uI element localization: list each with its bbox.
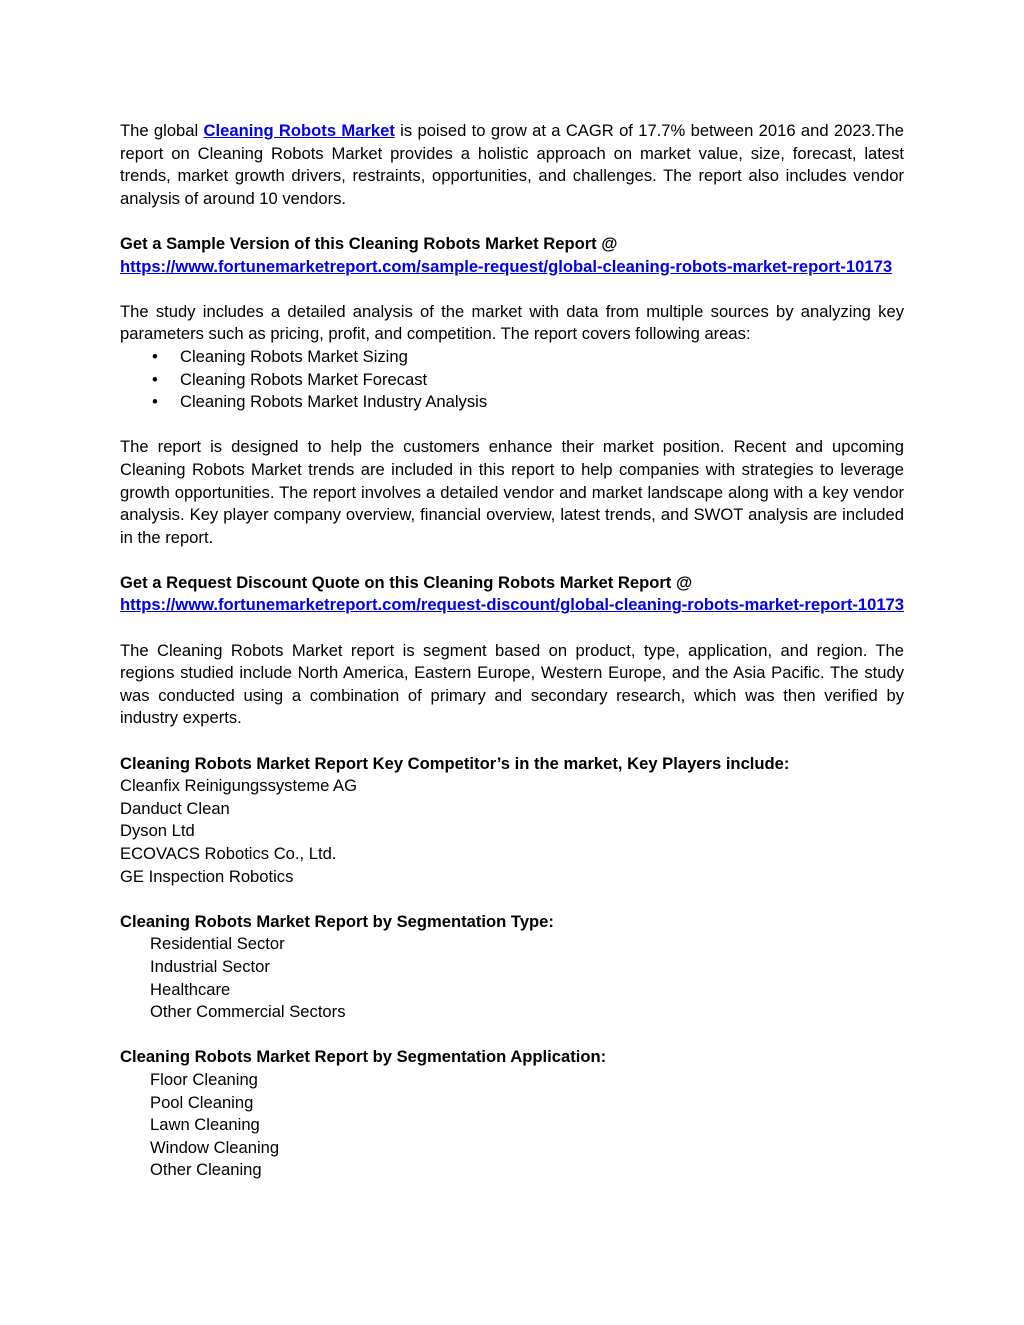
list-item: Cleanfix Reinigungssysteme AG	[120, 776, 358, 796]
types-heading: Cleaning Robots Market Report by Segmentation Type:	[120, 911, 554, 931]
list-item: • Cleaning Robots Market Forecast	[120, 369, 904, 392]
list-item: ECOVACS Robotics Co., Ltd.	[120, 844, 337, 863]
spacer	[120, 549, 904, 572]
cleaning-robots-market-link[interactable]: Cleaning Robots Market	[203, 121, 395, 140]
document-page	[120, 120, 904, 1182]
list-item: Residential Sector	[150, 934, 285, 954]
list-item: Floor Cleaning	[150, 1069, 258, 1089]
list-item: Healthcare	[150, 979, 231, 999]
study-paragraph: The study includes a detailed analysis of the market with data from multiple sources by analyzing key parameters such as pricing, profit, and competition. The report covers following areas:	[120, 301, 904, 344]
request-discount-link[interactable]: https://www.fortunemarketreport.com/request-discount/global-cleaning-robots-market-report-10173	[120, 595, 905, 615]
list-item: • Cleaning Robots Market Sizing	[120, 346, 904, 369]
segment-paragraph: The Cleaning Robots Market report is segment based on product, type, application, and region. The regions studied include North America, Eastern Europe, Western Europe, and the Asia Pacific. The study was conducted using a combination of primary and secondary research, which was then verified by industry experts.	[120, 640, 904, 728]
covered-areas-list	[120, 346, 904, 414]
list-item: Pool Cleaning	[150, 1092, 254, 1112]
sample-heading: Get a Sample Version of this Cleaning Robots Market Report @	[120, 233, 618, 253]
spacer	[120, 414, 904, 437]
intro-paragraph	[120, 120, 904, 210]
sample-request-link[interactable]: https://www.fortunemarketreport.com/sample-request/global-cleaning-robots-market-report-10173	[120, 256, 893, 276]
discount-heading: Get a Request Discount Quote on this Cleaning Robots Market Report @	[120, 572, 693, 592]
intro-suffix: is poised to grow at a CAGR of 17.7% between 2016 and 2023.The report on Cleaning Robots Market provides a holistic approach on market value, size, forecast, latest trends, market growth drivers, restraints, opportunities, and challenges. The report also includes vendor analysis of around 10 vendors.	[120, 121, 904, 208]
list-item: Industrial Sector	[150, 956, 270, 976]
spacer	[120, 888, 904, 911]
spacer	[120, 730, 904, 753]
types-list	[120, 933, 904, 1023]
design-paragraph: The report is designed to help the customers enhance their market position. Recent and upcoming Cleaning Robots Market trends are included in this report to help companies with strategies to leverage growth opportunities. The report involves a detailed vendor and market landscape along with a key vendor analysis. Key player company overview, financial overview, latest trends, and SWOT analysis are included in the report.	[120, 437, 904, 547]
list-item: • Cleaning Robots Market Industry Analysis	[120, 391, 904, 414]
list-item: Lawn Cleaning	[150, 1115, 260, 1135]
list-item: Other Cleaning	[150, 1160, 262, 1180]
intro-prefix: The global	[120, 121, 204, 140]
applications-list	[120, 1069, 904, 1182]
spacer	[120, 278, 904, 301]
list-item: Danduct Clean	[120, 798, 230, 818]
spacer	[120, 617, 904, 640]
list-item: Dyson Ltd	[120, 821, 195, 841]
competitors-heading: Cleaning Robots Market Report Key Competitor’s in the market, Key Players include:	[120, 753, 790, 773]
applications-heading: Cleaning Robots Market Report by Segmentation Application:	[120, 1047, 607, 1067]
list-item: Other Commercial Sectors	[150, 1002, 346, 1022]
list-item: Window Cleaning	[150, 1137, 280, 1157]
spacer	[120, 210, 904, 233]
list-item: GE Inspection Robotics	[120, 866, 294, 886]
competitors-list	[120, 775, 904, 888]
spacer	[120, 1024, 904, 1047]
